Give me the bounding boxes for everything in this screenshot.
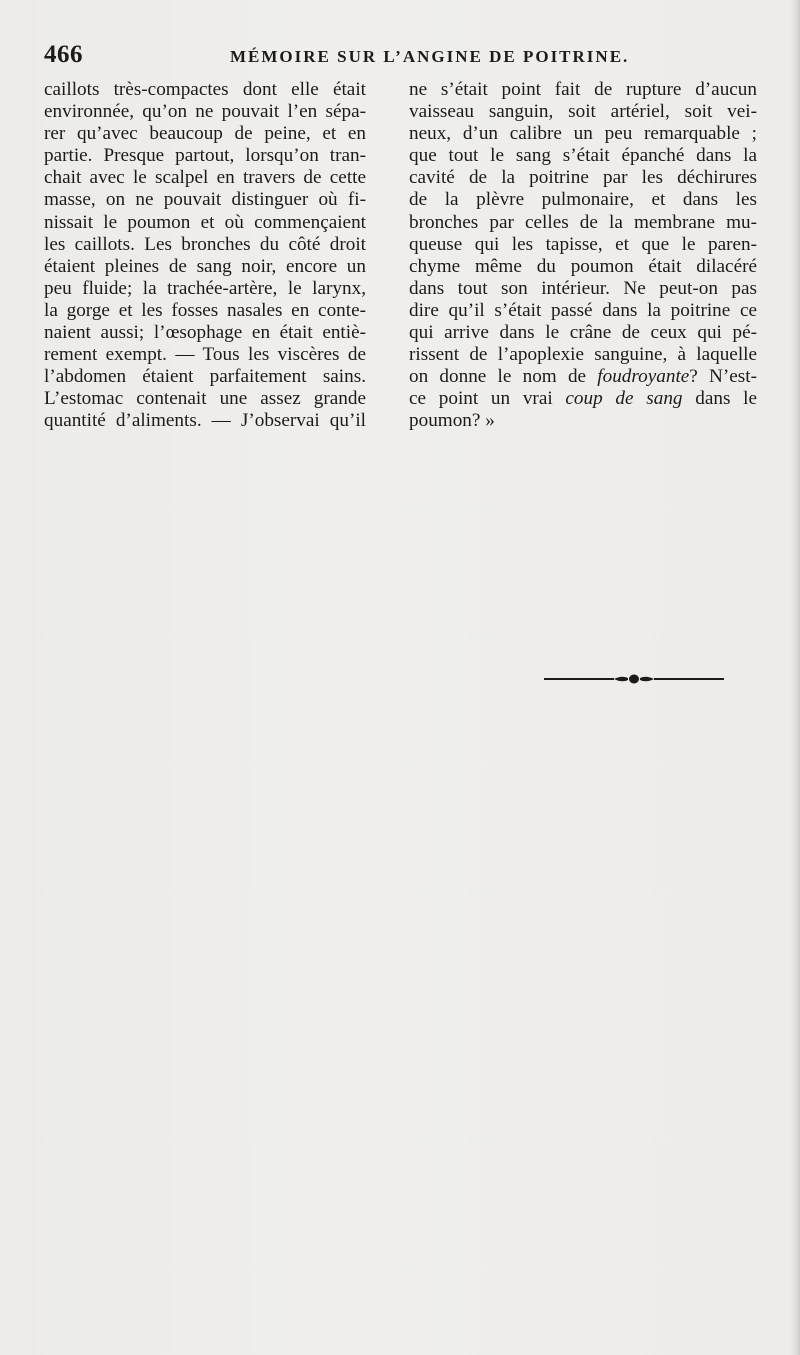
tailpiece-ornament: [544, 673, 724, 685]
text-line: l’abdomen étaient parfaitement sains.: [44, 366, 366, 388]
text-run: dans le: [682, 388, 757, 410]
italic-term: coup de sang: [565, 388, 683, 410]
text-line: environnée, qu’on ne pouvait l’en sépa-: [44, 101, 366, 123]
text-run: ? N’est-: [689, 366, 757, 388]
text-line: L’estomac contenait une assez grande: [44, 388, 366, 410]
text-line: ne s’était point fait de rupture d’aucun: [409, 79, 757, 100]
text-line: qui arrive dans le crâne de ceux qui pé-: [409, 322, 757, 344]
text-line: nissait le poumon et où commençaient: [44, 211, 366, 233]
right-column: [409, 79, 757, 433]
text-line: dans tout son intérieur. Ne peut-on pas: [409, 277, 757, 299]
text-line: vaisseau sanguin, soit artériel, soit vei-: [409, 101, 757, 123]
text-line: naient aussi; l’œsophage en était entiè-: [44, 322, 366, 344]
text-line: masse, on ne pouvait distinguer où fi-: [44, 189, 366, 211]
page-number: 466: [44, 41, 83, 68]
text-line: rer qu’avec beaucoup de peine, et en: [44, 123, 366, 145]
text-line: [409, 366, 757, 388]
text-line: que tout le sang s’était épanché dans la: [409, 145, 757, 167]
text-line: de la plèvre pulmonaire, et dans les: [409, 189, 757, 211]
italic-term: foudroyante: [597, 366, 690, 388]
text-line: poumon? »: [409, 410, 495, 432]
text-line: les caillots. Les bronches du côté droit: [44, 233, 366, 255]
text-run: on donne le nom de: [409, 366, 598, 388]
page-header: [44, 41, 784, 75]
text-line: bronches par celles de la membrane mu-: [409, 211, 757, 233]
text-line: chyme même du poumon était dilacéré: [409, 255, 757, 277]
text-line: [409, 388, 757, 410]
text-line: queuse qui les tapisse, et que le paren-: [409, 233, 757, 255]
text-line: la gorge et les fosses nasales en conte-: [44, 299, 366, 321]
left-column: [44, 79, 366, 433]
running-title: MÉMOIRE SUR L’ANGINE DE POITRINE.: [230, 47, 630, 66]
text-line: rissent de l’apoplexie sanguine, à laquelle: [409, 344, 757, 366]
text-line: cavité de la poitrine par les déchirures: [409, 167, 757, 189]
text-line: rement exempt. — Tous les viscères de: [44, 344, 366, 366]
text-line: chait avec le scalpel en travers de cette: [44, 167, 366, 189]
page-edge-shadow: [790, 0, 800, 1355]
text-line: caillots très-compactes dont elle était: [44, 79, 366, 100]
text-line: partie. Presque partout, lorsqu’on tran-: [44, 145, 366, 167]
text-line: dire qu’il s’était passé dans la poitrine ce: [409, 299, 757, 321]
text-line: quantité d’aliments. — J’observai qu’il: [44, 410, 366, 432]
text-line: neux, d’un calibre un peu remarquable ;: [409, 123, 757, 145]
text-run: ce point un vrai: [409, 388, 566, 410]
text-line: étaient pleines de sang noir, encore un: [44, 255, 366, 277]
text-line: peu fluide; la trachée-artère, le larynx,: [44, 277, 366, 299]
